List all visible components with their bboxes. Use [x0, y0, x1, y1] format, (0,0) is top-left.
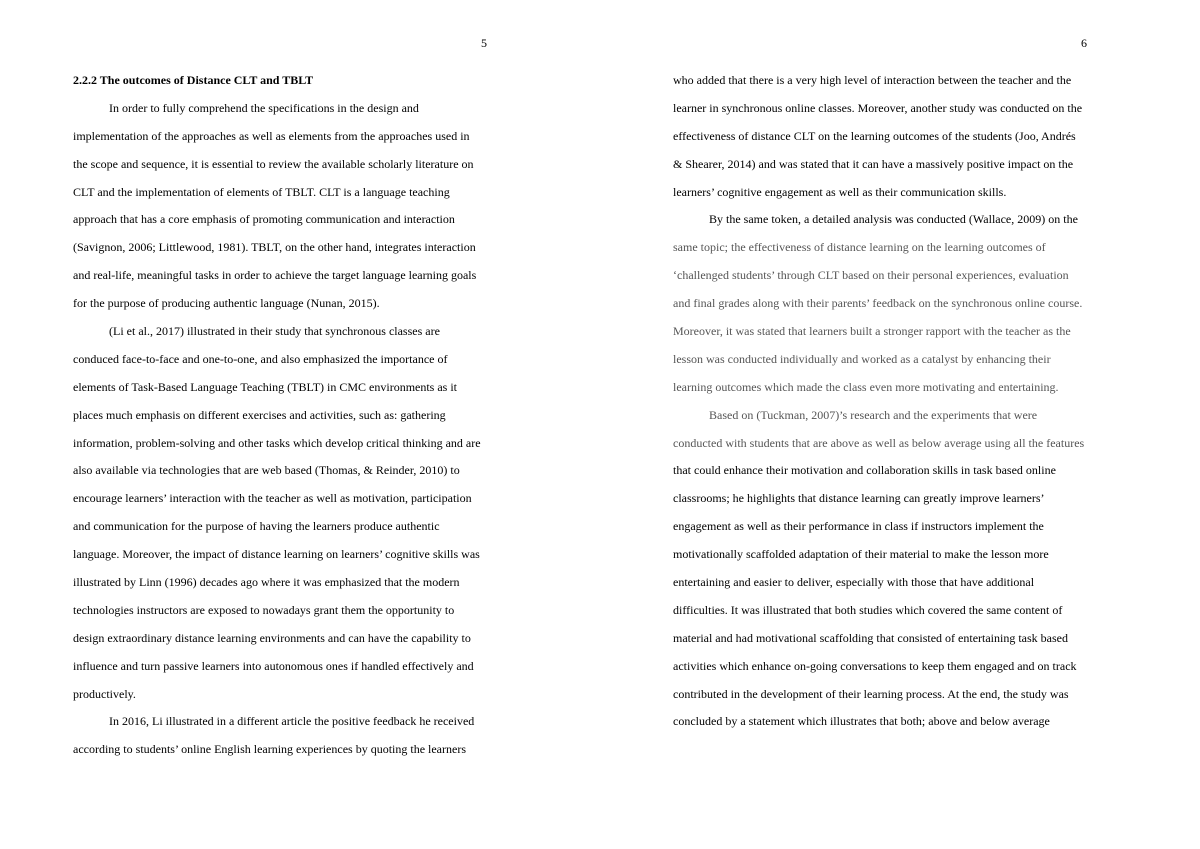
text-line: conducted with students that are above as well as below average using all the features — [673, 435, 1085, 450]
text-line: CLT and the implementation of elements of TBLT. CLT is a language teaching — [73, 184, 450, 199]
text-line: contributed in the development of their learning process. At the end, the study was — [673, 686, 1069, 701]
text-line: illustrated by Linn (1996) decades ago where it was emphasized that the modern — [73, 575, 460, 590]
text-line: that could enhance their motivation and collaboration skills in task based online — [673, 463, 1056, 478]
text-line: influence and turn passive learners into autonomous ones if handled effectively and — [73, 658, 474, 673]
text-line: classrooms; he highlights that distance learning can greatly improve learners’ — [673, 491, 1045, 506]
text-line: information, problem-solving and other tasks which develop critical thinking and are — [73, 435, 481, 450]
text-line: (Savignon, 2006; Littlewood, 1981). TBLT, on the other hand, integrates interaction — [73, 240, 476, 255]
text-line: productively. — [73, 686, 136, 701]
text-line: and final grades along with their parents’ feedback on the synchronous online course. — [673, 296, 1083, 311]
text-line: In 2016, Li illustrated in a different article the positive feedback he received — [109, 714, 475, 729]
text-line: Based on (Tuckman, 2007)’s research and the experiments that were — [709, 407, 1038, 422]
text-line: the scope and sequence, it is essential to review the available scholarly literature on — [73, 156, 474, 171]
text-line: language. Moreover, the impact of distance learning on learners’ cognitive skills was — [73, 547, 480, 562]
text-line: Moreover, it was stated that learners built a stronger rapport with the teacher as the — [673, 324, 1071, 339]
text-line: who added that there is a very high level of interaction between the teacher and the — [673, 73, 1072, 87]
page-number: 6 — [1081, 36, 1087, 50]
text-line: also available via technologies that are web based (Thomas, & Reinder, 2010) to — [73, 463, 460, 478]
text-line: learner in synchronous online classes. Moreover, another study was conducted on the — [673, 100, 1083, 115]
text-line: lesson was conducted individually and worked as a catalyst by enhancing their — [673, 351, 1051, 366]
text-line: same topic; the effectiveness of distance learning on the learning outcomes of — [673, 240, 1046, 255]
text-line: technologies instructors are exposed to nowadays grant them the opportunity to — [73, 602, 455, 617]
text-line: (Li et al., 2017) illustrated in their study that synchronous classes are — [109, 324, 440, 339]
text-line: encourage learners’ interaction with the teacher as well as motivation, participation — [73, 491, 472, 506]
section-heading: 2.2.2 The outcomes of Distance CLT and TBLT — [73, 73, 314, 87]
text-line: ‘challenged students’ through CLT based on their personal experiences, evaluation — [673, 268, 1069, 283]
text-line: according to students’ online English learning experiences by quoting the learners — [73, 742, 466, 757]
text-line: engagement as well as their performance in class if instructors implement the — [673, 519, 1044, 534]
text-line: design extraordinary distance learning environments and can have the capability to — [73, 630, 471, 645]
text-line: learners’ cognitive engagement as well as their communication skills. — [673, 184, 1007, 199]
text-line: entertaining and easier to deliver, especially with those that have additional — [673, 575, 1035, 590]
text-line: for the purpose of producing authentic language (Nunan, 2015). — [73, 296, 380, 311]
text-line: and communication for the purpose of having the learners produce authentic — [73, 519, 440, 534]
text-line: learning outcomes which made the class even more motivating and entertaining. — [673, 379, 1059, 394]
text-line: motivationally scaffolded adaptation of their material to make the lesson more — [673, 547, 1049, 562]
text-line: & Shearer, 2014) and was stated that it can have a massively positive impact on the — [673, 156, 1074, 171]
text-line: approach that has a core emphasis of promoting communication and interaction — [73, 212, 455, 227]
page-body — [73, 71, 493, 768]
text-line: conduced face-to-face and one-to-one, and also emphasized the importance of — [73, 351, 448, 366]
text-line: places much emphasis on different exercises and activities, such as: gathering — [73, 407, 446, 422]
text-line: In order to fully comprehend the specifications in the design and — [109, 100, 419, 115]
text-line: effectiveness of distance CLT on the learning outcomes of the students (Joo, Andrés — [673, 128, 1076, 143]
text-line: concluded by a statement which illustrates that both; above and below average — [673, 714, 1050, 729]
page-number: 5 — [481, 36, 487, 50]
text-line: material and had motivational scaffolding that consisted of entertaining task based — [673, 630, 1068, 645]
text-line: By the same token, a detailed analysis was conducted (Wallace, 2009) on the — [709, 212, 1078, 227]
text-line: activities which enhance on-going conversations to keep them engaged and on track — [673, 658, 1077, 673]
page-body — [673, 71, 1093, 740]
text-line: difficulties. It was illustrated that both studies which covered the same content of — [673, 602, 1063, 617]
text-line: implementation of the approaches as well as elements from the approaches used in — [73, 128, 470, 143]
text-line: elements of Task-Based Language Teaching (TBLT) in CMC environments as it — [73, 379, 458, 394]
page-right — [600, 0, 1200, 849]
text-line: and real-life, meaningful tasks in order to achieve the target language learning goals — [73, 268, 477, 283]
